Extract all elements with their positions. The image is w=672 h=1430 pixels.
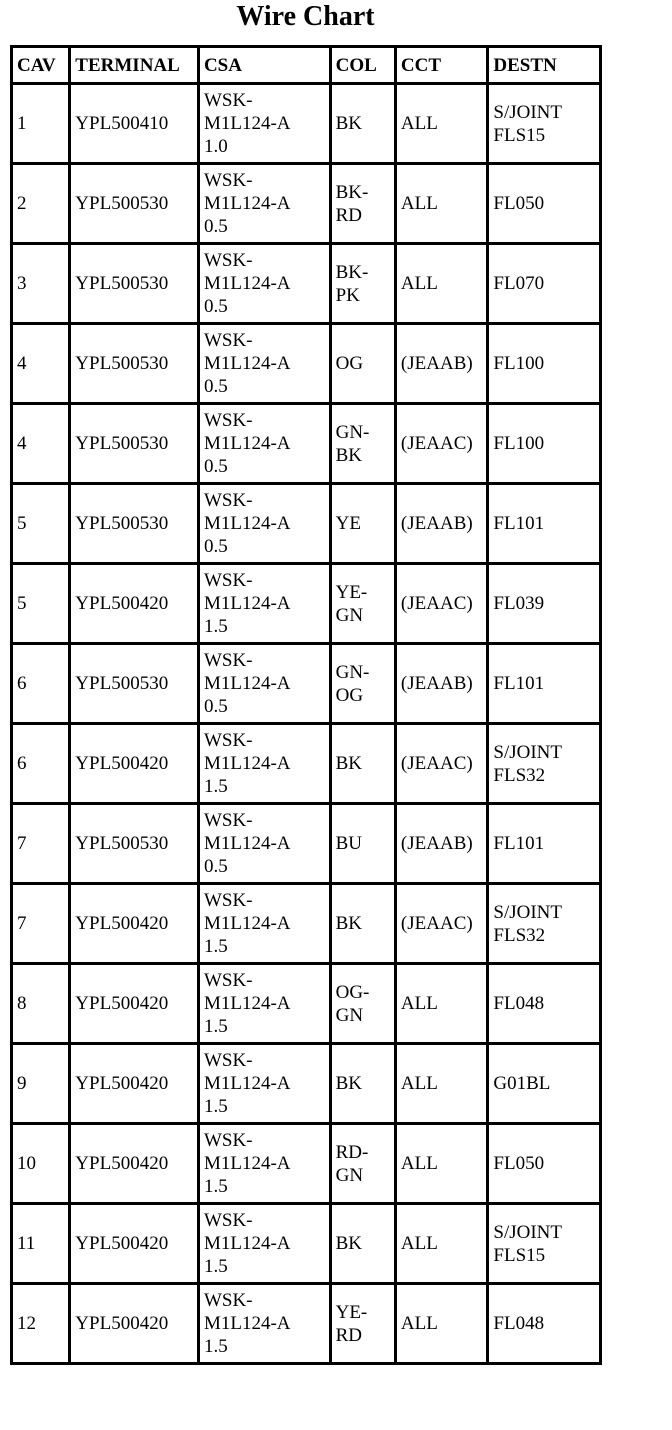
- cell-cct: ALL: [395, 244, 487, 324]
- table-row: [12, 164, 601, 244]
- cell-csa-line: M1L124-A: [203, 753, 291, 774]
- cell-csa: [198, 1124, 330, 1204]
- cell-destn-line: FL048: [493, 993, 545, 1014]
- cell-col-line: GN: [335, 1164, 364, 1186]
- cell-destn: [488, 804, 601, 884]
- cell-csa: [198, 724, 330, 804]
- table-row: [12, 484, 601, 564]
- cell-destn-line: FL101: [493, 673, 545, 694]
- cell-csa-line: 1.0: [203, 136, 228, 157]
- cell-col: [330, 644, 395, 724]
- table-row: [12, 1044, 601, 1124]
- cell-cct: ALL: [395, 84, 487, 164]
- cell-cct: (JEAAC): [395, 724, 487, 804]
- cell-csa-line: 1.5: [203, 776, 228, 797]
- cell-destn-line: FL050: [493, 193, 545, 214]
- cell-col-line: GN-: [335, 661, 370, 683]
- cell-csa-line: 0.5: [203, 456, 228, 477]
- cell-csa-line: 0.5: [203, 696, 228, 717]
- cell-terminal: YPL500420: [70, 1284, 199, 1364]
- cell-csa-line: WSK-: [203, 410, 253, 431]
- cell-col: [330, 324, 395, 404]
- cell-csa: [198, 1284, 330, 1364]
- cell-cct: (JEAAB): [395, 324, 487, 404]
- cell-destn-line: FL100: [493, 433, 545, 454]
- cell-cav: 2: [12, 164, 70, 244]
- cell-terminal: YPL500530: [70, 644, 199, 724]
- cell-destn: [488, 84, 601, 164]
- cell-col-line: GN: [335, 604, 364, 626]
- cell-destn: [488, 1044, 601, 1124]
- cell-col: [330, 804, 395, 884]
- cell-csa-line: WSK-: [203, 810, 253, 831]
- cell-csa-line: 1.5: [203, 936, 228, 957]
- cell-terminal: YPL500420: [70, 564, 199, 644]
- cell-cct: (JEAAC): [395, 404, 487, 484]
- cell-cav: 3: [12, 244, 70, 324]
- cell-col-line: BK: [335, 913, 362, 934]
- cell-csa: [198, 644, 330, 724]
- cell-destn-line: FL101: [493, 833, 545, 854]
- cell-terminal: YPL500530: [70, 404, 199, 484]
- cell-csa-line: WSK-: [203, 330, 253, 351]
- cell-col-line: BK: [335, 444, 362, 466]
- table-row: [12, 564, 601, 644]
- header-col: COL: [330, 47, 395, 84]
- cell-csa-line: 0.5: [203, 216, 228, 237]
- cell-csa: [198, 164, 330, 244]
- cell-destn: [488, 1124, 601, 1204]
- table-header-row: [12, 47, 601, 84]
- cell-col-line: OG: [335, 353, 364, 374]
- cell-csa-line: M1L124-A: [203, 1313, 291, 1334]
- table-row: [12, 1284, 601, 1364]
- cell-csa-line: M1L124-A: [203, 113, 291, 134]
- cell-destn-line: G01BL: [493, 1073, 551, 1094]
- cell-cav: 5: [12, 564, 70, 644]
- cell-col: [330, 1284, 395, 1364]
- cell-col-line: RD: [335, 204, 362, 226]
- cell-cct: (JEAAC): [395, 564, 487, 644]
- cell-col-line: RD: [335, 1324, 362, 1346]
- cell-csa-line: WSK-: [203, 730, 253, 751]
- cell-destn-line: FLS32: [493, 924, 546, 946]
- cell-destn-line: S/JOINT: [493, 741, 563, 763]
- cell-col-line: GN: [335, 1004, 364, 1026]
- cell-col-line: BK: [335, 1233, 362, 1254]
- table-row: [12, 84, 601, 164]
- cell-cav: 9: [12, 1044, 70, 1124]
- cell-terminal: YPL500420: [70, 1124, 199, 1204]
- cell-terminal: YPL500420: [70, 964, 199, 1044]
- cell-csa-line: M1L124-A: [203, 993, 291, 1014]
- cell-col-line: BK: [335, 753, 362, 774]
- cell-destn: [488, 1204, 601, 1284]
- cell-csa-line: WSK-: [203, 490, 253, 511]
- cell-csa: [198, 564, 330, 644]
- cell-destn-line: FLS15: [493, 1244, 546, 1266]
- cell-csa: [198, 244, 330, 324]
- cell-terminal: YPL500420: [70, 1204, 199, 1284]
- cell-cav: 7: [12, 884, 70, 964]
- cell-col: [330, 724, 395, 804]
- cell-col: [330, 1124, 395, 1204]
- cell-col-line: YE-: [335, 581, 368, 603]
- cell-destn: [488, 244, 601, 324]
- table-row: [12, 404, 601, 484]
- cell-cct: (JEAAB): [395, 644, 487, 724]
- cell-col: [330, 244, 395, 324]
- cell-csa-line: WSK-: [203, 1130, 253, 1151]
- cell-csa: [198, 884, 330, 964]
- cell-csa-line: 1.5: [203, 1176, 228, 1197]
- cell-destn: [488, 404, 601, 484]
- cell-terminal: YPL500530: [70, 804, 199, 884]
- cell-csa-line: WSK-: [203, 250, 253, 271]
- cell-col: [330, 484, 395, 564]
- cell-col-line: GN-: [335, 421, 370, 443]
- cell-csa-line: WSK-: [203, 1050, 253, 1071]
- cell-col-line: BK-: [335, 181, 369, 203]
- cell-terminal: YPL500420: [70, 884, 199, 964]
- cell-cct: ALL: [395, 1124, 487, 1204]
- cell-cav: 4: [12, 404, 70, 484]
- cell-destn-line: S/JOINT: [493, 1221, 563, 1243]
- cell-col: [330, 1044, 395, 1124]
- cell-cct: ALL: [395, 1204, 487, 1284]
- cell-cav: 12: [12, 1284, 70, 1364]
- cell-csa-line: 1.5: [203, 1336, 228, 1357]
- page-title: Wire Chart: [236, 1, 375, 32]
- cell-cav: 5: [12, 484, 70, 564]
- cell-col: [330, 884, 395, 964]
- cell-csa-line: M1L124-A: [203, 673, 291, 694]
- cell-destn: [488, 164, 601, 244]
- table-row: [12, 884, 601, 964]
- cell-destn: [488, 644, 601, 724]
- cell-destn-line: FL039: [493, 593, 545, 614]
- table-row: [12, 244, 601, 324]
- table-row: [12, 1124, 601, 1204]
- cell-cav: 7: [12, 804, 70, 884]
- cell-csa-line: M1L124-A: [203, 1233, 291, 1254]
- cell-csa-line: 1.5: [203, 1256, 228, 1277]
- cell-destn-line: FL050: [493, 1153, 545, 1174]
- cell-cav: 11: [12, 1204, 70, 1284]
- header-cct: CCT: [395, 47, 487, 84]
- cell-destn-line: FLS32: [493, 764, 546, 786]
- cell-csa-line: 0.5: [203, 296, 228, 317]
- cell-terminal: YPL500530: [70, 484, 199, 564]
- cell-cav: 8: [12, 964, 70, 1044]
- cell-col-line: YE: [335, 513, 361, 534]
- cell-destn-line: S/JOINT: [493, 101, 563, 123]
- cell-col: [330, 404, 395, 484]
- cell-csa-line: M1L124-A: [203, 513, 291, 534]
- cell-col: [330, 84, 395, 164]
- table-row: [12, 1204, 601, 1284]
- cell-destn: [488, 324, 601, 404]
- cell-destn: [488, 1284, 601, 1364]
- wire-chart-table: [10, 45, 602, 1365]
- cell-terminal: YPL500530: [70, 164, 199, 244]
- header-destn: DESTN: [488, 47, 601, 84]
- cell-cav: 6: [12, 724, 70, 804]
- cell-destn-line: FL070: [493, 273, 545, 294]
- cell-destn: [488, 964, 601, 1044]
- cell-col: [330, 564, 395, 644]
- cell-csa-line: WSK-: [203, 1210, 253, 1231]
- table-row: [12, 644, 601, 724]
- cell-col: [330, 164, 395, 244]
- cell-csa-line: 1.5: [203, 1096, 228, 1117]
- cell-cct: (JEAAB): [395, 804, 487, 884]
- cell-col-line: OG-: [335, 981, 370, 1003]
- cell-csa: [198, 484, 330, 564]
- table-row: [12, 804, 601, 884]
- cell-csa-line: WSK-: [203, 170, 253, 191]
- cell-col-line: BK-: [335, 261, 369, 283]
- cell-col-line: BK: [335, 113, 362, 134]
- cell-csa-line: 1.5: [203, 1016, 228, 1037]
- cell-csa: [198, 324, 330, 404]
- cell-cct: (JEAAC): [395, 884, 487, 964]
- cell-cct: ALL: [395, 164, 487, 244]
- cell-col-line: PK: [335, 284, 360, 306]
- cell-col-line: OG: [335, 684, 364, 706]
- cell-terminal: YPL500410: [70, 84, 199, 164]
- header-terminal: TERMINAL: [70, 47, 199, 84]
- cell-csa-line: 0.5: [203, 376, 228, 397]
- cell-cav: 4: [12, 324, 70, 404]
- cell-terminal: YPL500530: [70, 244, 199, 324]
- cell-csa-line: WSK-: [203, 890, 253, 911]
- cell-csa-line: WSK-: [203, 570, 253, 591]
- cell-csa-line: WSK-: [203, 970, 253, 991]
- cell-csa-line: M1L124-A: [203, 353, 291, 374]
- cell-col-line: RD-: [335, 1141, 369, 1163]
- table-row: [12, 964, 601, 1044]
- cell-csa-line: M1L124-A: [203, 1153, 291, 1174]
- cell-destn-line: FL048: [493, 1313, 545, 1334]
- cell-csa-line: M1L124-A: [203, 273, 291, 294]
- cell-col-line: YE-: [335, 1301, 368, 1323]
- cell-destn-line: FL101: [493, 513, 545, 534]
- cell-csa-line: 0.5: [203, 536, 228, 557]
- cell-destn: [488, 484, 601, 564]
- cell-csa: [198, 404, 330, 484]
- cell-csa-line: M1L124-A: [203, 913, 291, 934]
- cell-col: [330, 1204, 395, 1284]
- cell-csa-line: WSK-: [203, 90, 253, 111]
- cell-destn-line: S/JOINT: [493, 901, 563, 923]
- cell-cav: 6: [12, 644, 70, 724]
- table-body: [12, 84, 601, 1364]
- cell-csa: [198, 964, 330, 1044]
- cell-csa-line: WSK-: [203, 1290, 253, 1311]
- cell-cct: ALL: [395, 1044, 487, 1124]
- cell-csa-line: M1L124-A: [203, 593, 291, 614]
- table-row: [12, 724, 601, 804]
- cell-csa-line: 1.5: [203, 616, 228, 637]
- cell-col-line: BK: [335, 1073, 362, 1094]
- cell-destn: [488, 564, 601, 644]
- cell-csa: [198, 804, 330, 884]
- cell-destn: [488, 884, 601, 964]
- header-cav: CAV: [12, 47, 70, 84]
- cell-cav: 10: [12, 1124, 70, 1204]
- cell-destn: [488, 724, 601, 804]
- cell-cct: ALL: [395, 1284, 487, 1364]
- cell-csa-line: M1L124-A: [203, 193, 291, 214]
- cell-csa-line: 0.5: [203, 856, 228, 877]
- cell-cct: (JEAAB): [395, 484, 487, 564]
- cell-col-line: BU: [335, 833, 362, 854]
- cell-terminal: YPL500420: [70, 724, 199, 804]
- cell-terminal: YPL500530: [70, 324, 199, 404]
- table-row: [12, 324, 601, 404]
- cell-terminal: YPL500420: [70, 1044, 199, 1124]
- cell-csa: [198, 1044, 330, 1124]
- cell-col: [330, 964, 395, 1044]
- cell-cav: 1: [12, 84, 70, 164]
- cell-csa: [198, 84, 330, 164]
- cell-csa-line: M1L124-A: [203, 433, 291, 454]
- cell-csa-line: M1L124-A: [203, 833, 291, 854]
- cell-csa-line: M1L124-A: [203, 1073, 291, 1094]
- cell-csa: [198, 1204, 330, 1284]
- cell-destn-line: FL100: [493, 353, 545, 374]
- cell-destn-line: FLS15: [493, 124, 546, 146]
- header-csa: CSA: [198, 47, 330, 84]
- cell-cct: ALL: [395, 964, 487, 1044]
- cell-csa-line: WSK-: [203, 650, 253, 671]
